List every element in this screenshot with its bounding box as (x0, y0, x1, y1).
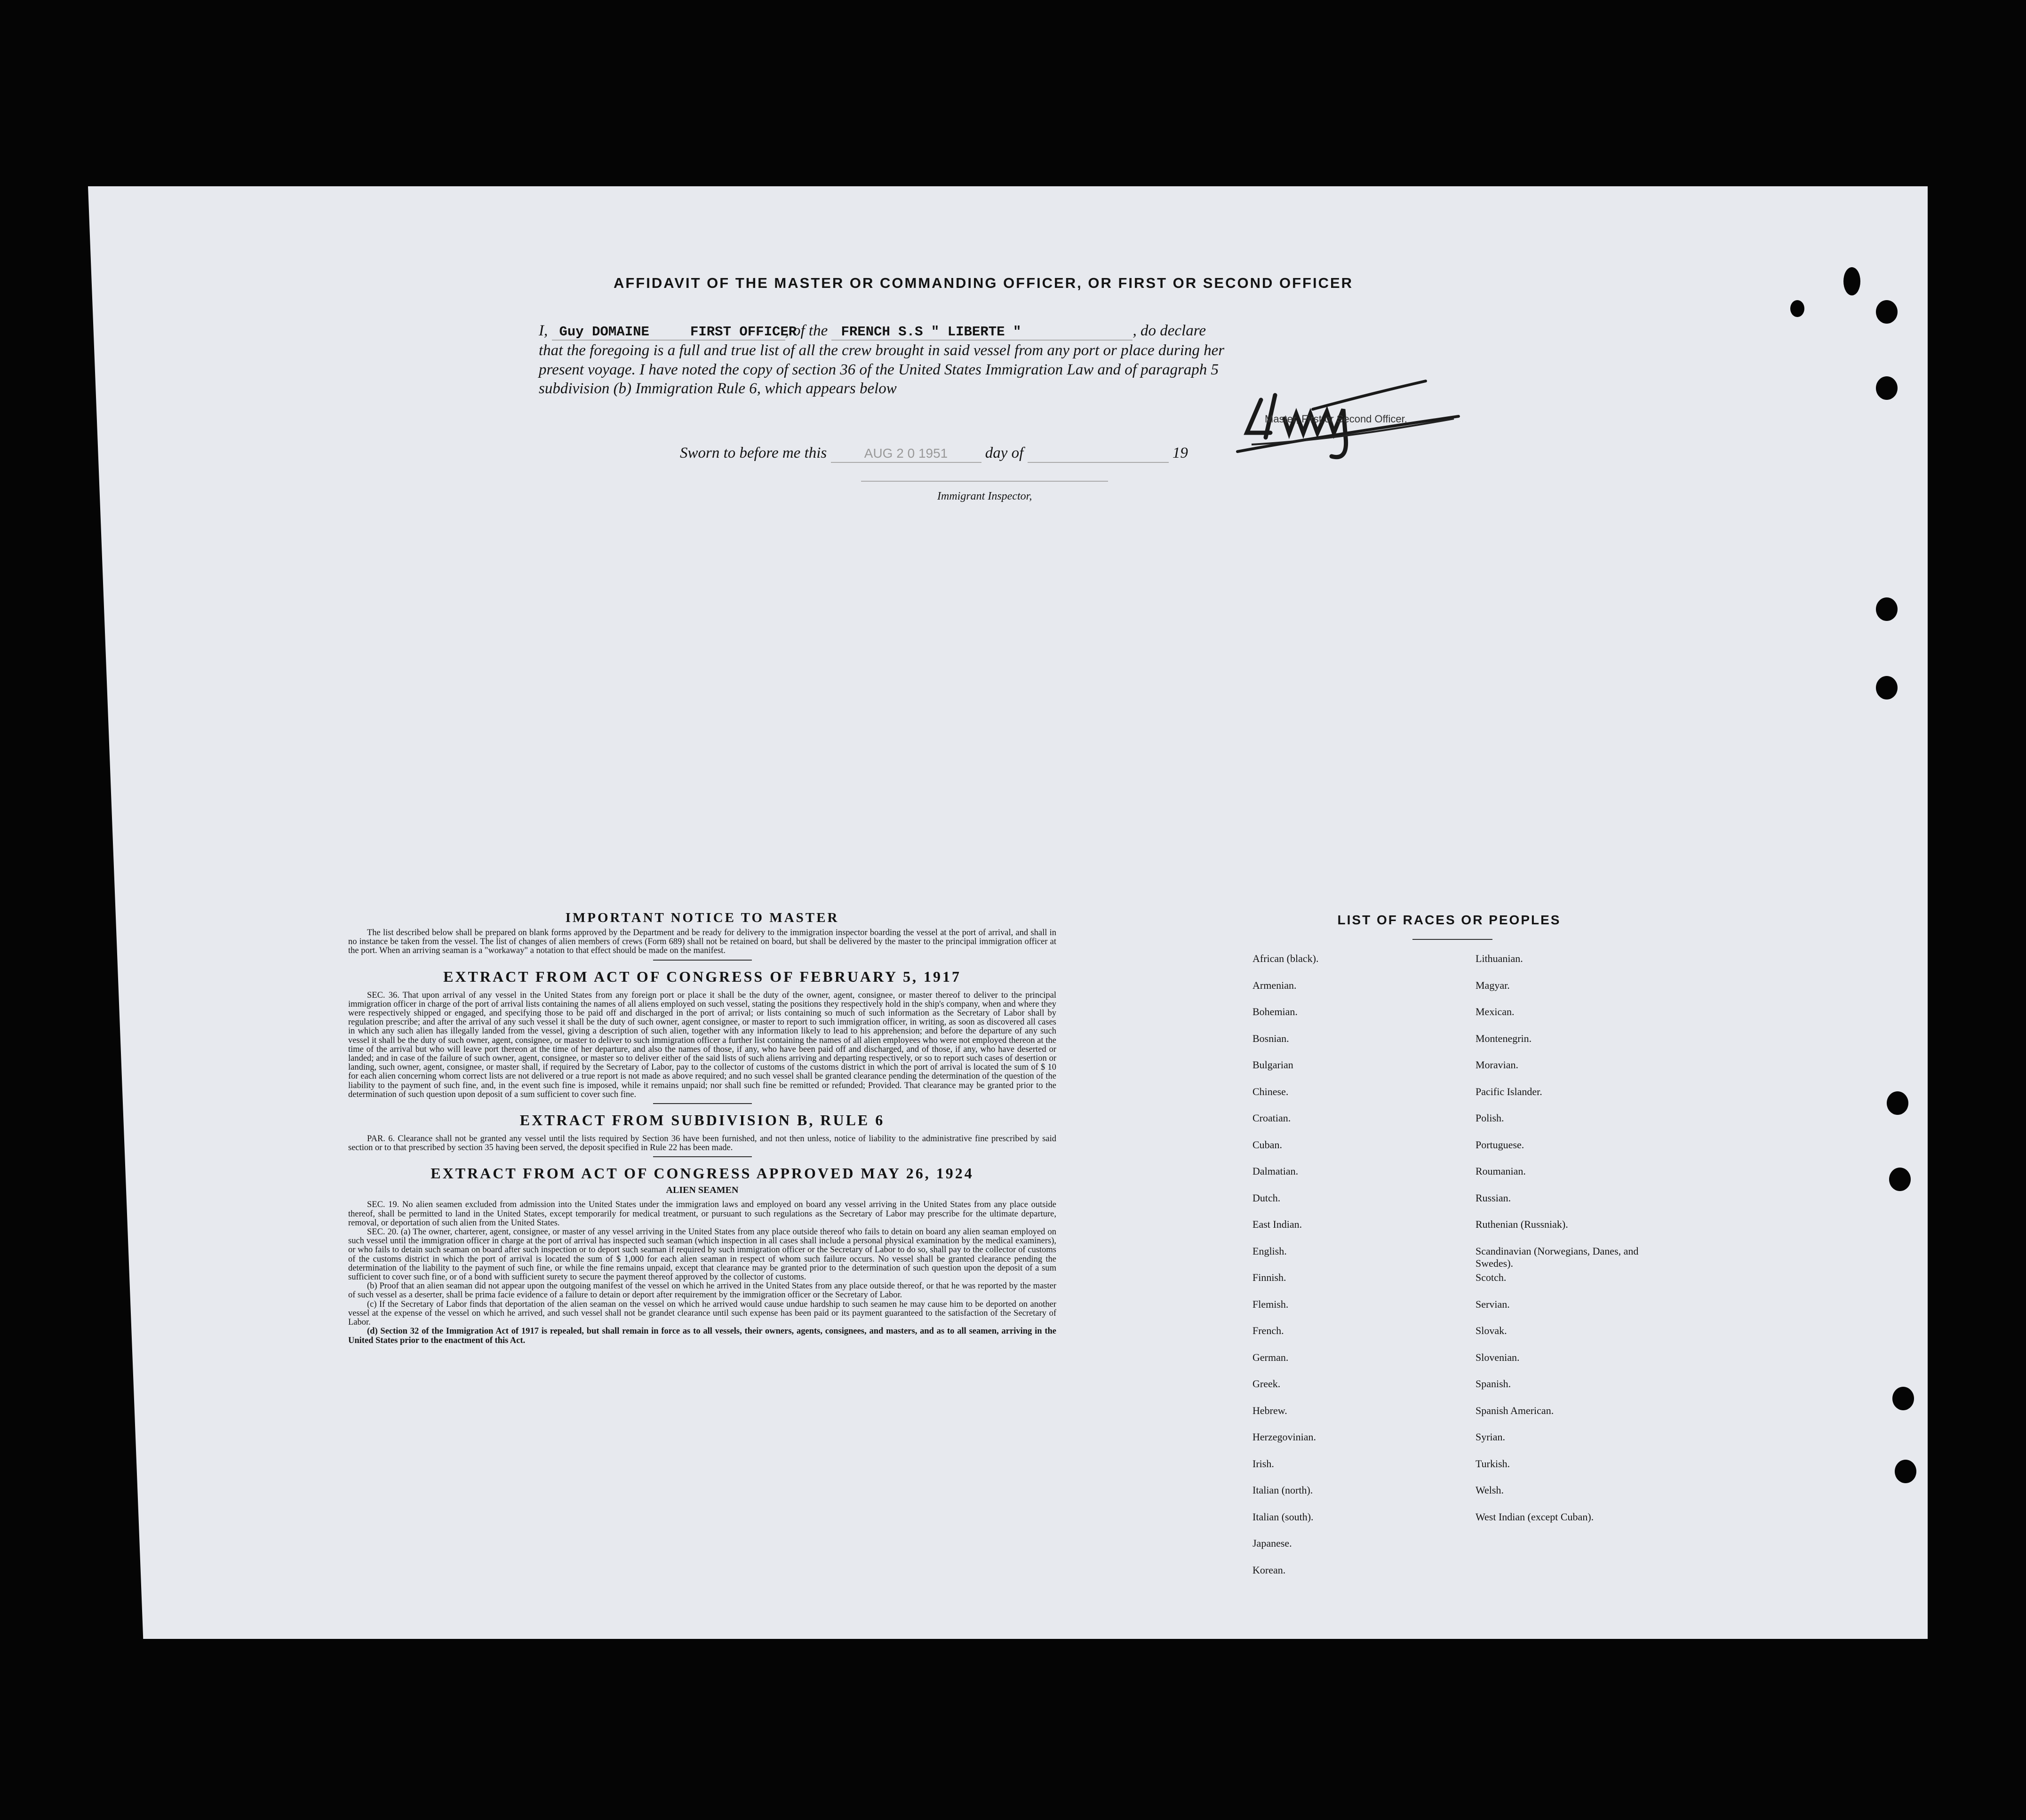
binder-hole (1892, 1387, 1914, 1410)
extract-1924-paragraph: SEC. 20. (a) The owner, charterer, agent, consignee, or master of any vessel arriving in the United States from any place outside thereof who fails to detain on board any alien seaman employed on such vessel until the immigration officer in charge at the port of arrival has inspected such seaman (which inspection in all cases shall include a personal physical examination by the medical examiners), or who fails to detain such seaman on board after such inspection or to deport such seaman if required by such immigration officer or the Secretary of Labor to do so, shall pay to the collector of customs of the customs district in which the port of arrival is located the sum of $ 1,000 for each alien seaman in respect of whom such failure occurs. No vessel shall be granted clearance pending the determination of the liability to the payment of such fine, or while the fine remains unpaid, except that clearance may be granted prior to the determination of such question upon the deposit of a sum sufficient to cover such fine, or of a bond with sufficient surety to secure the payment thereof approved by the collector of customs. (348, 1227, 1056, 1282)
race-item: Portuguese. (1476, 1138, 1524, 1151)
race-item: Herzegovinian. (1252, 1431, 1316, 1443)
race-item: East Indian. (1252, 1218, 1302, 1230)
race-item: Chinese. (1252, 1085, 1289, 1097)
races-list-title: LIST OF RACES OR PEOPLES (1337, 913, 1561, 927)
officer-name-field: Guy DOMAINE FIRST OFFICER (552, 324, 785, 341)
sworn-date-stamp: AUG 2 0 1951 (831, 445, 981, 463)
race-item: Moravian. (1476, 1059, 1519, 1071)
extract-1924-subtitle: ALIEN SEAMEN (666, 1185, 739, 1196)
ink-mark (1843, 267, 1860, 295)
race-item: French. (1252, 1325, 1284, 1336)
race-item: Lithuanian. (1476, 953, 1523, 964)
race-item: Scandinavian (Norwegians, Danes, and Swedes). (1476, 1245, 1639, 1269)
race-item: Roumanian. (1476, 1165, 1526, 1177)
divider (653, 960, 752, 961)
race-item: Welsh. (1476, 1484, 1504, 1496)
race-item: Armenian. (1252, 979, 1297, 991)
extract-1924-title: EXTRACT FROM ACT OF CONGRESS APPROVED MAY 26, 1924 (431, 1165, 974, 1182)
sworn-line: Sworn to before me this AUG 2 0 1951 day of 19 (680, 445, 1611, 463)
legal-notices (348, 910, 1056, 1345)
race-item: Dutch. (1252, 1192, 1281, 1204)
inspector-signature-line (861, 481, 1108, 482)
affidavit-title: AFFIDAVIT OF THE MASTER OR COMMANDING OFFICER, OR FIRST OR SECOND OFFICER (613, 275, 1354, 291)
binder-hole (1876, 300, 1898, 324)
race-item: Slovenian. (1476, 1351, 1520, 1363)
race-item: Croatian. (1252, 1112, 1291, 1124)
race-item: Japanese. (1252, 1537, 1292, 1549)
race-item: Syrian. (1476, 1431, 1505, 1443)
race-item: Turkish. (1476, 1457, 1510, 1470)
binder-hole (1876, 676, 1898, 699)
extract-1924-paragraph: (d) Section 32 of the Immigration Act of 1917 is repealed, but shall remain in force as to all vessels, their owners, agents, consignees, and masters, and as to all seamen, arriving in the United States prior to the enactment of this Act. (348, 1327, 1056, 1345)
divider (653, 1103, 752, 1104)
notice-title: IMPORTANT NOTICE TO MASTER (565, 910, 839, 925)
races-title-rule (1412, 939, 1492, 940)
binder-hole (1895, 1460, 1916, 1483)
race-item: Bulgarian (1252, 1059, 1293, 1071)
extract-1924-paragraph: (c) If the Secretary of Labor finds that deportation of the alien seaman on the vessel on which he arrived would cause undue hardship to such seamen he may cause him to be deported on another vessel at the expense of the vessel on which he arrived, and such vessel shall not be grandet clearance until such expense has been paid or its payment guaranteed to the satisfaction of the Secretary of Labor. (348, 1299, 1056, 1327)
race-item: Flemish. (1252, 1298, 1289, 1310)
declaration-line-1: I, Guy DOMAINE FIRST OFFICER, of the FRENCH S.S " LIBERTE " , do declare (539, 322, 1206, 340)
subdivision-b-body: PAR. 6. Clearance shall not be granted any vessel until the lists required by Section 36 have been furnished, and not then unless, notice of liability to the administrative fine prescribed by said section or to that prescribed by section 35 having been served, the deposit specified in Rule 22 has been made. (348, 1134, 1056, 1153)
race-item: Russian. (1476, 1192, 1511, 1204)
inspector-caption: Immigrant Inspector, (937, 490, 1032, 502)
race-item: Magyar. (1476, 979, 1510, 991)
extract-1917-title: EXTRACT FROM ACT OF CONGRESS OF FEBRUARY 5, 1917 (443, 968, 961, 985)
subdivision-b-title: EXTRACT FROM SUBDIVISION B, RULE 6 (519, 1112, 885, 1129)
race-item: Bosnian. (1252, 1032, 1289, 1044)
binder-hole (1887, 1091, 1908, 1115)
race-item: Bohemian. (1252, 1006, 1298, 1017)
declaration-line-3: present voyage. I have noted the copy of section 36 of the United States Immigration Law and of paragraph 5 (539, 361, 1219, 378)
race-item: German. (1252, 1351, 1289, 1363)
race-item: Irish. (1252, 1457, 1274, 1470)
race-item: Slovak. (1476, 1325, 1507, 1336)
extract-1924-paragraph: SEC. 19. No alien seamen excluded from admission into the United States under the immigration laws and employed on board any vessel arriving in the United States from any place outside thereof, shall be permitted to land in the United States, except temporarily for medical treatment, or pursuant to such regulations as the Secretary of Labor may prescribe for the ultimate departure, removal, or deportation of such alien from the United States. (348, 1200, 1056, 1228)
signature-caption: Master, First or Second Officer. (1265, 413, 1407, 425)
race-item: Greek. (1252, 1378, 1281, 1390)
race-item: Spanish. (1476, 1378, 1511, 1390)
race-item: Cuban. (1252, 1138, 1282, 1151)
race-item: Dalmatian. (1252, 1165, 1299, 1177)
race-item: Polish. (1476, 1112, 1504, 1124)
race-item: Italian (north). (1252, 1484, 1313, 1496)
ink-mark (1790, 300, 1804, 317)
race-item: Hebrew. (1252, 1404, 1287, 1416)
race-item: Spanish American. (1476, 1404, 1554, 1416)
binder-hole (1889, 1168, 1911, 1191)
race-item: Ruthenian (Russniak). (1476, 1218, 1568, 1230)
race-item: Pacific Islander. (1476, 1085, 1542, 1097)
binder-hole (1876, 376, 1898, 400)
vessel-name-field: FRENCH S.S " LIBERTE " (831, 324, 1133, 341)
race-item: Servian. (1476, 1298, 1510, 1310)
race-item: Scotch. (1476, 1272, 1507, 1283)
race-item: Korean. (1252, 1564, 1286, 1576)
race-item: African (black). (1252, 953, 1319, 964)
race-item: English. (1252, 1245, 1287, 1257)
races-left-column (1252, 953, 1318, 1590)
race-item: West Indian (except Cuban). (1476, 1510, 1594, 1523)
race-item: Finnish. (1252, 1272, 1286, 1283)
race-item: Montenegrin. (1476, 1032, 1532, 1044)
divider (653, 1156, 752, 1157)
races-right-column (1476, 953, 1664, 1537)
binder-hole (1876, 597, 1898, 621)
declaration-line-4: subdivision (b) Immigration Rule 6, which appears below (539, 380, 897, 397)
notice-body: The list described below shall be prepared on blank forms approved by the Department and be ready for delivery to the immigration inspector boarding the vessel at the port of arrival, and shall in no instance be taken from the vessel. The list of changes of alien members of crews (Form 689) shall not be retained on board, but shall be delivered by the master to the principal immigration officer at the port. When an arriving seaman is a "workaway" a notation to that effect should be made on the manifest. (348, 928, 1056, 956)
declaration-line-2: that the foregoing is a full and true list of all the crew brought in said vessel from any port or place during her (539, 342, 1225, 359)
race-item: Italian (south). (1252, 1510, 1314, 1523)
extract-1924-paragraph: (b) Proof that an alien seaman did not appear upon the outgoing manifest of the vessel on which he arrived in the United States from any place outside thereof, or that he was reported by the master of such vessel as a deserter, shall be prima facie evidence of a failure to detain or deport after requirement by the immigration officer or the Secretary of Labor. (348, 1281, 1056, 1300)
extract-1917-body: SEC. 36. That upon arrival of any vessel in the United States from any foreign port or place it shall be the duty of the owner, agent, consignee, or master thereof to deliver to the principal immigration officer in charge of the port of arrival lists containing the names of all aliens employed on such vessel, stating the positions they respectively hold in the ship's company, when and where they were respectively shipped or engaged, and specifying those to be paid off and discharged in the port of arrival; or lists containing so much of such information as the Secretary of Labor shall by regulation prescribe; and after the arrival of any such vessel it shall be the duty of such owner, agent consignee, or master to report to such immigration officer, in writing, as soon as discovered all cases in which any such alien has illegally landed from the vessel, giving a description of such alien, together with any information likely to lead to his apprehension; and before the departure of any such vessel it shall be the duty of such owner, agent, consignee, or master to deliver to such immigration officer a further list containing the names of all alien employees who were not employed thereon at the time of the arrival but who will leave port thereon at the time of her departure, and also the names of those, if any, who have been paid off and discharged, and of those, if any, who have deserted or landed; and in case of the failure of such owner, agent, consignee, or master so to deliver either of the said lists of such aliens arriving and departing respectively, or so to report such cases of desertion or landing, such owner, agent, consignee, or master shall, if required by the Secretary of Labor, pay to the collector of customs of the customs district in which the port of arrival is located the sum of $ 10 for each alien concerning whom correct lists are not delivered or a true report is not made as above required; and no such vessel shall be granted clearance pending the determination of the question of the liability to the payment of such fine, and, in the event such fine is imposed, while it remains unpaid; nor shall such fine be remitted or refunded; Provided. That clearance may be granted prior to the determination of such question upon deposit of a sum sufficient to cover such fine. (348, 990, 1056, 1099)
race-item: Mexican. (1476, 1006, 1515, 1017)
